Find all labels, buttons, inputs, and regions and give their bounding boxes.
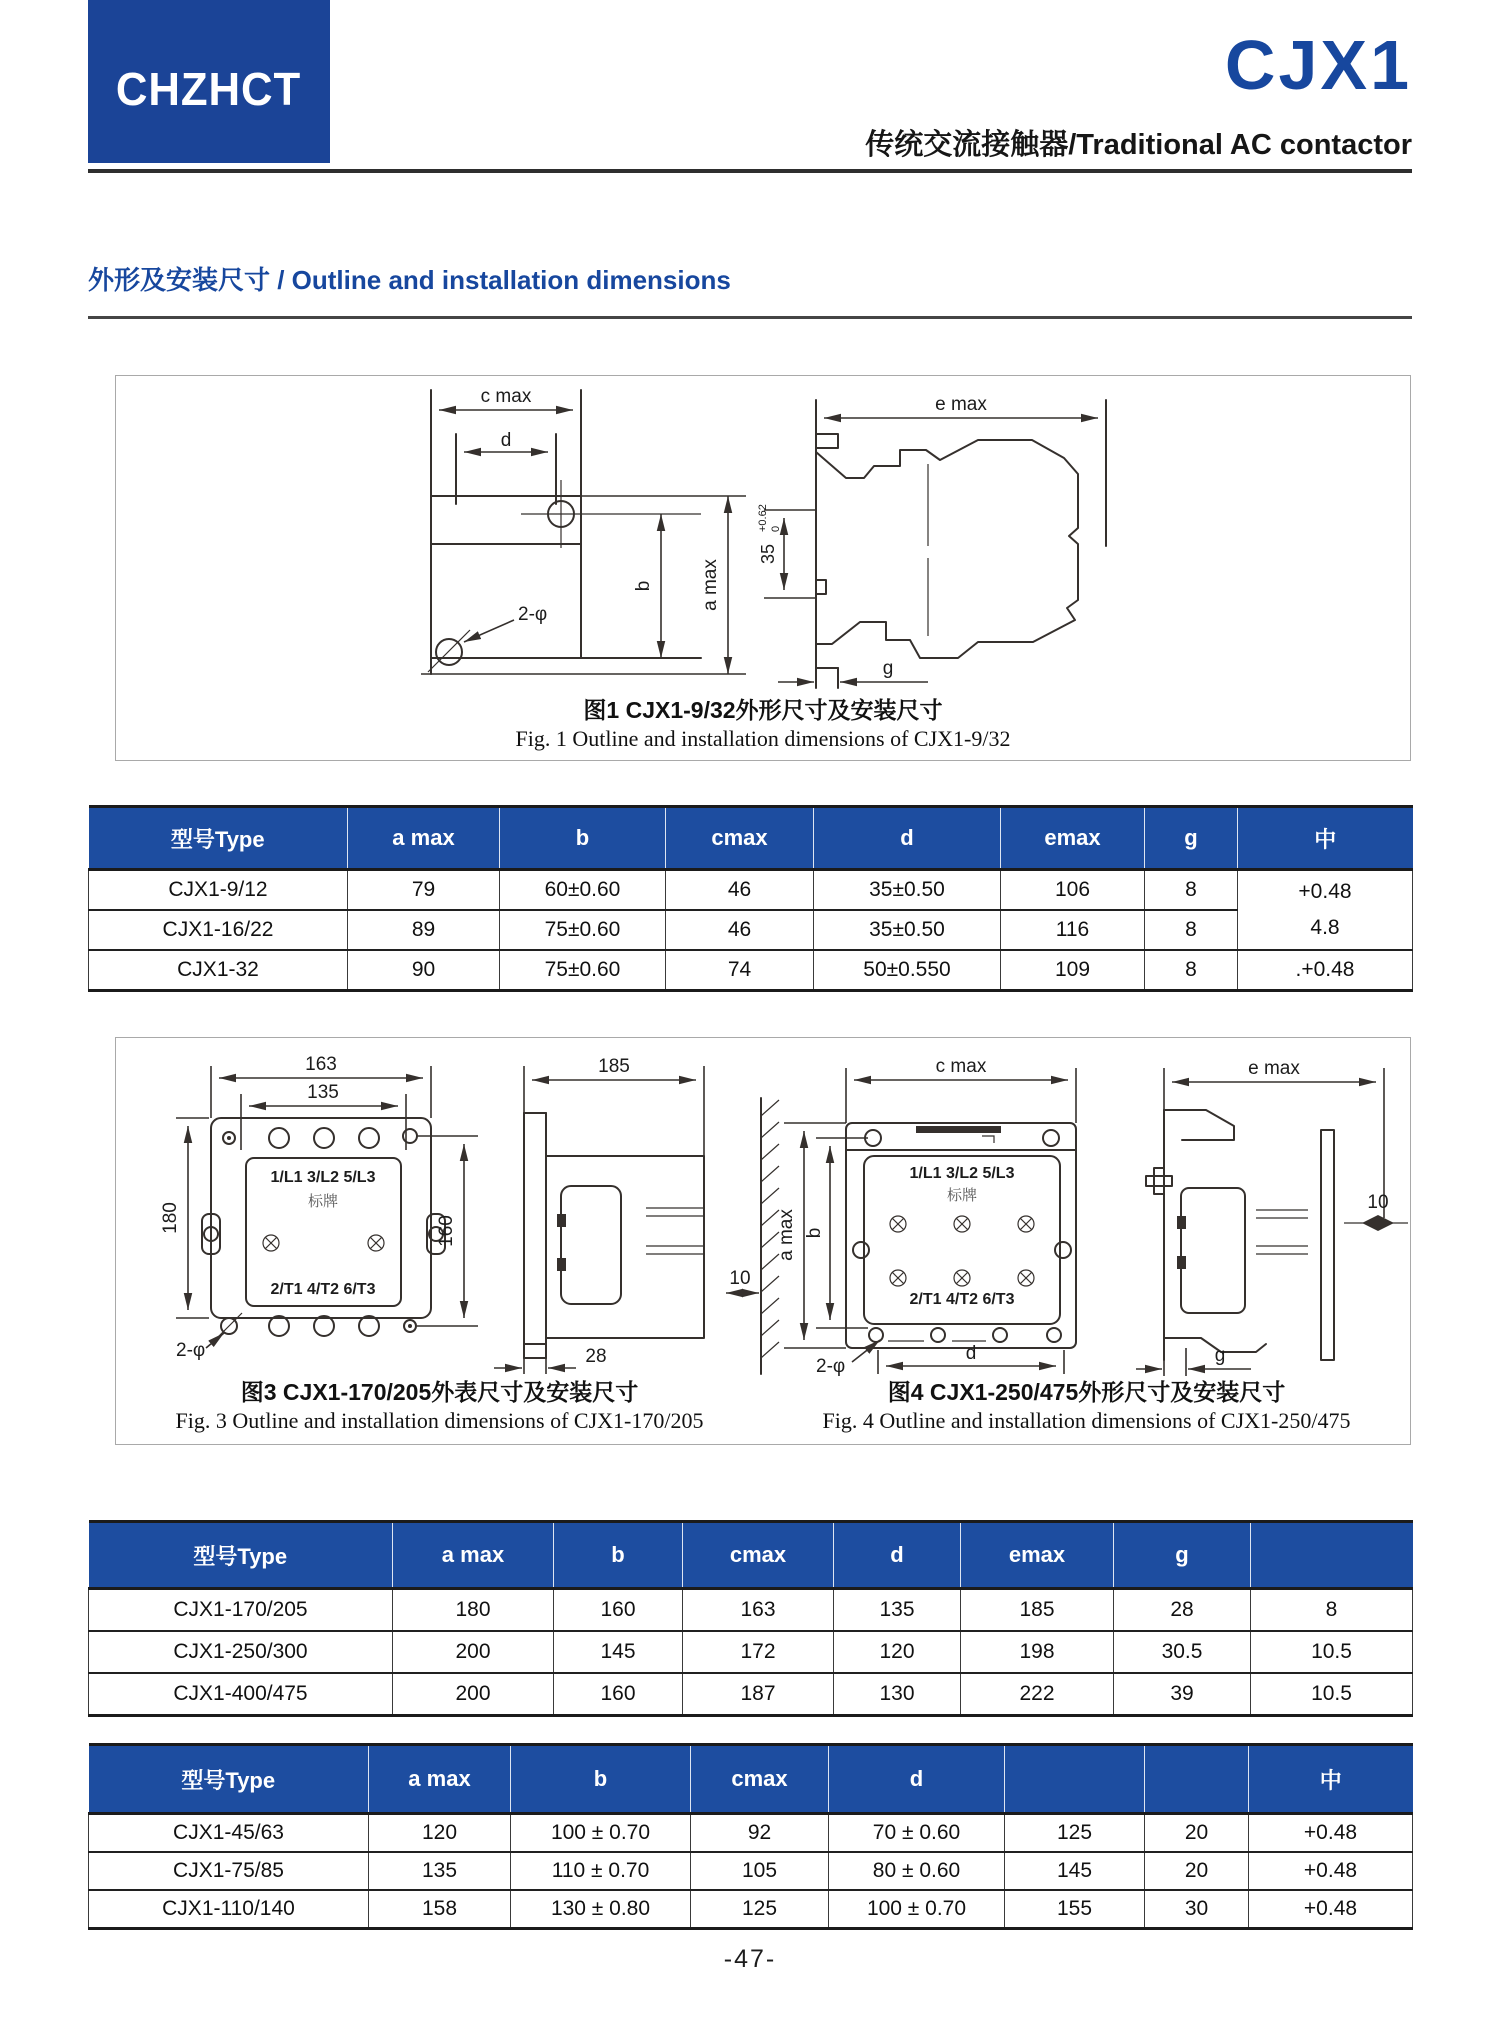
phi-tolerance-bottom: 4.8 <box>1310 916 1340 939</box>
dim-label-emax-fig4: e max <box>1248 1058 1300 1079</box>
table-cell: 80 ± 0.60 <box>829 1852 1005 1890</box>
table-row <box>89 1631 1413 1673</box>
table-header-row <box>89 807 1413 870</box>
dim-label-cmax-fig4: c max <box>935 1056 987 1077</box>
dimension-table-3 <box>88 1743 1413 1930</box>
table-cell: 30 <box>1145 1890 1249 1929</box>
figure3-caption-zh: 图3 CJX1-170/205外表尺寸及安装尺寸 <box>240 1379 639 1405</box>
table-cell: 8 <box>1145 950 1238 991</box>
fig4-front-view <box>776 1056 1076 1377</box>
fig1-front-view <box>421 386 746 674</box>
figure4-caption-zh: 图4 CJX1-250/475外形尺寸及安装尺寸 <box>887 1379 1286 1405</box>
nameplate-label: 标牌 <box>307 1193 339 1210</box>
table-row <box>89 1673 1413 1716</box>
dim-label-160: 160 <box>436 1215 457 1247</box>
table-cell: 30.5 <box>1114 1631 1251 1673</box>
column-header: cmax <box>666 807 814 870</box>
table-row <box>89 1589 1413 1632</box>
column-header: cmax <box>691 1745 829 1814</box>
column-header: a max <box>369 1745 511 1814</box>
table-cell: 160 <box>554 1589 683 1632</box>
figure1-caption-en: Fig. 1 Outline and installation dimensions of CJX1-9/32 <box>515 726 1011 751</box>
table-cell: +0.48 <box>1249 1890 1413 1929</box>
table-header-row <box>89 1745 1413 1814</box>
table-cell: 20 <box>1145 1852 1249 1890</box>
table-cell: +0.48 <box>1249 1814 1413 1853</box>
table-cell: 172 <box>683 1631 834 1673</box>
svg-text:+0.62: +0.62 <box>757 504 769 532</box>
column-header: 型号Type <box>89 807 348 870</box>
table-cell: 116 <box>1001 910 1145 950</box>
table-cell: 158 <box>369 1890 511 1929</box>
figure4-caption-en: Fig. 4 Outline and installation dimensions of CJX1-250/475 <box>822 1408 1351 1433</box>
table-cell: 130 ± 0.80 <box>511 1890 691 1929</box>
table-cell: 185 <box>961 1589 1114 1632</box>
table-cell: CJX1-250/300 <box>89 1631 393 1673</box>
table-cell: 89 <box>348 910 500 950</box>
table-cell: CJX1-170/205 <box>89 1589 393 1632</box>
nameplate-label-fig4: 标牌 <box>946 1187 978 1204</box>
table-cell: 198 <box>961 1631 1114 1673</box>
table-cell: 120 <box>834 1631 961 1673</box>
table-cell: CJX1-75/85 <box>89 1852 369 1890</box>
table-cell: CJX1-45/63 <box>89 1814 369 1853</box>
table-row <box>89 1852 1413 1890</box>
table-cell: CJX1-9/12 <box>89 870 348 911</box>
table-cell: 46 <box>666 910 814 950</box>
column-header: cmax <box>683 1522 834 1589</box>
dim-label-2phi-fig4: 2-φ <box>816 1356 846 1377</box>
table-cell: 75±0.60 <box>500 910 666 950</box>
table-cell: 90 <box>348 950 500 991</box>
table-cell: 180 <box>393 1589 554 1632</box>
terminal-labels-bottom-fig4: 2/T1 4/T2 6/T3 <box>909 1291 1015 1308</box>
dim-label-amax-fig4: a max <box>776 1209 797 1261</box>
fig1-profile-view <box>757 394 1106 688</box>
table-cell: 35±0.50 <box>814 870 1001 911</box>
dim-label-163: 163 <box>305 1054 337 1075</box>
table-cell: 92 <box>691 1814 829 1853</box>
table-cell: 8 <box>1251 1589 1413 1632</box>
dim-label-d-fig4: d <box>965 1343 977 1364</box>
column-header <box>1145 1745 1249 1814</box>
table-cell: 125 <box>1005 1814 1145 1853</box>
section-heading: 外形及安装尺寸 / Outline and installation dimensions <box>88 265 731 295</box>
table-cell: CJX1-400/475 <box>89 1673 393 1716</box>
fig3-side-view <box>494 1056 779 1374</box>
table-cell: 135 <box>834 1589 961 1632</box>
product-title: CJX1 <box>1224 26 1412 104</box>
table-cell: 135 <box>369 1852 511 1890</box>
dim-label-cmax: c max <box>480 386 532 407</box>
terminal-labels-top: 1/L1 3/L2 5/L3 <box>270 1169 376 1186</box>
column-header: g <box>1145 807 1238 870</box>
table-cell: 8 <box>1145 870 1238 911</box>
dim-label-180: 180 <box>160 1202 181 1234</box>
column-header <box>1005 1745 1145 1814</box>
table-cell: 74 <box>666 950 814 991</box>
dim-label-g: g <box>882 658 894 679</box>
table-cell: 10.5 <box>1251 1673 1413 1716</box>
dim-label-10-fig4: 10 <box>1367 1192 1389 1213</box>
table-cell: 155 <box>1005 1890 1145 1929</box>
svg-text:0: 0 <box>770 525 782 532</box>
column-header: d <box>834 1522 961 1589</box>
table-cell-merged <box>1238 870 1413 951</box>
table-cell: 100 ± 0.70 <box>829 1890 1005 1929</box>
column-header: 型号Type <box>89 1745 369 1814</box>
table-cell: 125 <box>691 1890 829 1929</box>
table-cell: 20 <box>1145 1814 1249 1853</box>
terminal-labels-bottom: 2/T1 4/T2 6/T3 <box>270 1281 376 1298</box>
fig4-side-view <box>1136 1058 1408 1376</box>
table-cell: CJX1-16/22 <box>89 910 348 950</box>
table-cell: 187 <box>683 1673 834 1716</box>
table-cell: 222 <box>961 1673 1114 1716</box>
table-cell: 145 <box>1005 1852 1145 1890</box>
fig3-front-view <box>160 1054 478 1361</box>
table-cell: .+0.48 <box>1238 950 1413 991</box>
dim-label-28: 28 <box>585 1346 607 1367</box>
column-header: b <box>500 807 666 870</box>
table-row <box>89 1814 1413 1853</box>
table-cell: 200 <box>393 1673 554 1716</box>
dim-label-135: 135 <box>307 1082 339 1103</box>
column-header: 型号Type <box>89 1522 393 1589</box>
column-header: 中 <box>1238 807 1413 870</box>
page-number: -47- <box>723 1945 777 1973</box>
table-cell: 50±0.550 <box>814 950 1001 991</box>
table-cell: 163 <box>683 1589 834 1632</box>
table-row <box>89 950 1413 991</box>
table-cell: 120 <box>369 1814 511 1853</box>
figure1-drawing <box>116 376 1410 696</box>
table-cell: 109 <box>1001 950 1145 991</box>
table-cell: 35±0.50 <box>814 910 1001 950</box>
table-row <box>89 870 1413 911</box>
dim-label-2phi-fig3: 2-φ <box>176 1340 206 1361</box>
dimension-table-1 <box>88 805 1413 992</box>
table-cell: 105 <box>691 1852 829 1890</box>
table-cell: 8 <box>1145 910 1238 950</box>
table-cell: 130 <box>834 1673 961 1716</box>
section-rule <box>88 316 1412 319</box>
column-header: a max <box>393 1522 554 1589</box>
column-header: d <box>829 1745 1005 1814</box>
column-header: a max <box>348 807 500 870</box>
table-cell: 79 <box>348 870 500 911</box>
table-cell: 110 ± 0.70 <box>511 1852 691 1890</box>
column-header: b <box>554 1522 683 1589</box>
dim-label-185: 185 <box>598 1056 630 1077</box>
column-header: d <box>814 807 1001 870</box>
figure3-caption-en: Fig. 3 Outline and installation dimensions of CJX1-170/205 <box>175 1408 704 1433</box>
table-cell: 46 <box>666 870 814 911</box>
table-cell: CJX1-32 <box>89 950 348 991</box>
table-cell: 70 ± 0.60 <box>829 1814 1005 1853</box>
column-header: emax <box>1001 807 1145 870</box>
dimension-table-2 <box>88 1520 1413 1717</box>
dim-label-2phi: 2-φ <box>518 604 548 625</box>
table-cell: 200 <box>393 1631 554 1673</box>
column-header: emax <box>961 1522 1114 1589</box>
figure34-panel <box>115 1037 1411 1445</box>
dim-label-rail <box>757 504 782 564</box>
table-cell: 28 <box>1114 1589 1251 1632</box>
phi-tolerance-top: +0.48 <box>1298 880 1352 903</box>
brand-logo <box>88 0 330 163</box>
table-cell: 106 <box>1001 870 1145 911</box>
figure1-panel <box>115 375 1411 761</box>
figure1-caption-zh: 图1 CJX1-9/32外形尺寸及安装尺寸 <box>583 697 943 723</box>
column-header: b <box>511 1745 691 1814</box>
column-header <box>1251 1522 1413 1589</box>
column-header: 中 <box>1249 1745 1413 1814</box>
table-cell: 75±0.60 <box>500 950 666 991</box>
header-rule <box>88 169 1412 173</box>
table-cell: 160 <box>554 1673 683 1716</box>
dim-label-amax: a max <box>700 559 721 611</box>
table-cell: 60±0.60 <box>500 870 666 911</box>
table-row <box>89 1890 1413 1929</box>
product-subtitle: 传统交流接触器/Traditional AC contactor <box>865 129 1412 161</box>
column-header: g <box>1114 1522 1251 1589</box>
svg-text:35: 35 <box>758 543 778 565</box>
dim-label-b: b <box>633 580 654 592</box>
brand-logo-text: CHZHCT <box>116 62 302 115</box>
dim-label-g-fig4: g <box>1214 1345 1226 1366</box>
figure34-drawing <box>116 1038 1410 1378</box>
dim-label-b-fig4: b <box>804 1227 825 1239</box>
table-cell: 10.5 <box>1251 1631 1413 1673</box>
dim-label-emax: e max <box>935 394 987 415</box>
terminal-labels-top-fig4: 1/L1 3/L2 5/L3 <box>909 1165 1015 1182</box>
table-header-row <box>89 1522 1413 1589</box>
table-row <box>89 910 1413 950</box>
table-cell: 145 <box>554 1631 683 1673</box>
table-cell: 39 <box>1114 1673 1251 1716</box>
dim-label-d: d <box>500 430 512 451</box>
dim-label-10-fig3: 10 <box>729 1268 751 1289</box>
table-cell: 100 ± 0.70 <box>511 1814 691 1853</box>
table-cell: CJX1-110/140 <box>89 1890 369 1929</box>
table-cell: +0.48 <box>1249 1852 1413 1890</box>
